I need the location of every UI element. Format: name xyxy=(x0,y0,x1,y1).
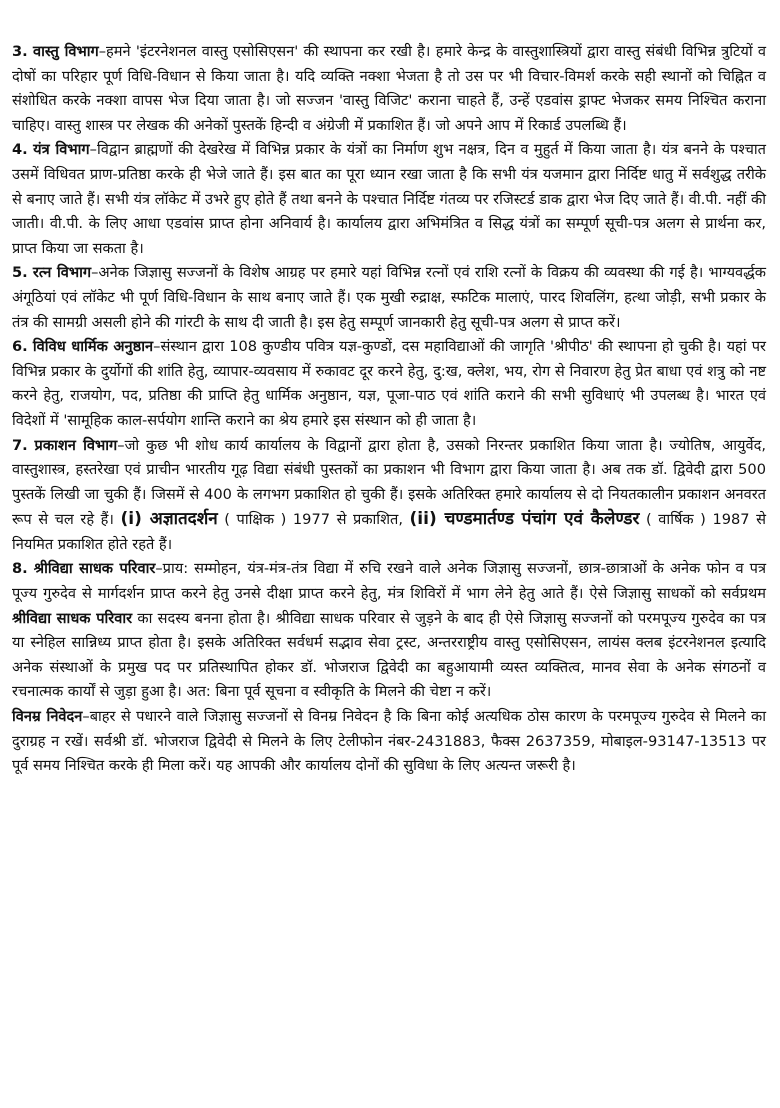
publication-2-text: ( वार्षिक ) 1987 से नियमित प्रकाशित होते रहते हैं। xyxy=(12,511,767,553)
section-heading: श्रीविद्या साधक परिवार xyxy=(33,560,156,578)
section-heading: रत्न विभाग xyxy=(32,264,92,282)
section-text: –जो कुछ भी शोध कार्य कार्यालय के विद्वानों द्वारा होता है, उसको निरन्तर प्रकाशित किया जाता है। ज्योतिष, आयुर्वेद, वास्तुशास्त्र, हस्तरेखा एवं प्राचीन भारतीय गूढ़ विद्या संबंधी पुस्तकों का प्रकाशन भी विभाग द्वारा किया जाता है। अब तक डॉ. द्विवेदी द्वारा 500 पुस्तकें लिखी जा चुकी हैं। जिसमें से 400 के लगभग प्रकाशित हो चुकी हैं। इसके अतिरिक्त हमारे कार्यालय से दो नियतकालीन प्रकाशन अनवरत रूप से चल रहे हैं। xyxy=(12,436,766,529)
section-number: 5. xyxy=(12,264,28,282)
section-number: 4. xyxy=(12,141,28,159)
section-vastu xyxy=(12,40,766,138)
section-text: –हमने 'इंटरनेशनल वास्तु एसोसिएसन' की स्थापना कर रखी है। हमारे केन्द्र के वास्तुशास्त्रियों द्वारा वास्तु संबंधी विभिन्न त्रुटियों व दोषों का परिहार पूर्ण विधि-विधान से किया जाता है। यदि व्यक्ति नक्शा भेजता है तो उस पर भी विचार-विमर्श करके सही स्थानों को चिह्नित व संशोधित करके नक्शा वापस भेज दिया जाता है। जो सज्जन 'वास्तु विजिट' कराना चाहते हैं, उन्हें एडवांस ड्राफ्ट भेजकर समय निश्चित कराना चाहिए। वास्तु शास्त्र पर लेखक की अनेकों पुस्तकें हिन्दी व अंग्रेजी में प्रकाशित हैं। जो अपने आप में रिकार्ड उपलब्धि हैं। xyxy=(12,43,767,134)
section-heading: विनम्र निवेदन xyxy=(12,708,83,726)
section-number: 3. xyxy=(12,43,28,60)
section-text: –बाहर से पधारने वाले जिज्ञासु सज्जनों से विनम्र निवेदन है कि बिना कोई अत्यधिक ठोस कारण के परमपूज्य गुरुदेव से मिलने का दुराग्रह न रखें। सर्वश्री डॉ. भोजराज द्विवेदी से मिलने के लिए टेलीफोन नंबर-2431883, फैक्स 2637359, मोबाइल-93147-13513 पर पूर्व समय निश्चित करके ही मिला करें। यह आपकी और कार्यालय दोनों की सुविधा के लिए अत्यन्त जरूरी है। xyxy=(12,708,766,775)
section-number: 8. xyxy=(12,560,28,578)
section-heading: यंत्र विभाग xyxy=(33,141,90,159)
section-text: का सदस्य बनना होता है। श्रीविद्या साधक परिवार से जुड़ने के बाद ही ऐसे जिज्ञासु सज्जनों को परमपूज्य गुरुदेव का पत्र या स्नेहिल सान्निध्य प्राप्त होता है। इसके अतिरिक्त सर्वधर्म सद्भाव सेवा ट्रस्ट, अन्तरराष्ट्रीय वास्तु एसोसिएसन, लायंस क्लब इंटरनेशनल इत्यादि अनेक संस्थाओं के प्रमुख पद पर प्रतिस्थापित होकर डॉ. भोजराज द्विवेदी का बहुआयामी व्यस्त व्यक्तित्व, मानव सेवा के अनेक संगठनों व रचनात्मक कार्यों से जुड़ा हुआ है। अत: बिना पूर्व सूचना व स्वीकृति के मिलने की चेष्टा न करें। xyxy=(12,609,766,701)
section-heading: वास्तु विभाग xyxy=(32,43,99,60)
section-number: 6. xyxy=(12,338,28,356)
publication-1-title: (i) अज्ञातदर्शन xyxy=(120,509,218,530)
section-nivedan xyxy=(12,705,766,779)
section-bold-text: श्रीविद्या साधक परिवार xyxy=(12,609,133,627)
publication-2-title: (ii) चण्डमार्तण्ड पंचांग एवं कैलेण्डर xyxy=(409,509,640,530)
section-text: –विद्वान ब्राह्मणों की देखरेख में विभिन्न प्रकार के यंत्रों का निर्माण शुभ नक्षत्र, दिन व मुहुर्त में किया जाता है। यंत्र बनने के पश्चात उसमें विधिवत प्राण-प्रतिष्ठा करके ही भेजे जाते हैं। इस बात का पूरा ध्यान रखा जाता है कि सभी यंत्र यजमान द्वारा निर्दिष्ट धातु में सर्वशुद्ध तरीके से बनाए जाते हैं। सभी यंत्र लॉकेट में उभरे हुए होते हैं तथा बनने के पश्चात निर्दिष्ट गंतव्य पर रजिस्टर्ड डाक द्वारा भेज दिए जाते हैं। वी.पी. नहीं की जाती। वी.पी. के लिए आधा एडवांस प्राप्त होना अनिवार्य है। कार्यालय द्वारा अभिमंत्रित व सिद्ध यंत्रों का सम्पूर्ण सूची-पत्र अलग से प्रार्थना कर, प्राप्त किया जा सकता है। xyxy=(12,141,766,257)
section-shrividya xyxy=(12,557,766,705)
section-number: 7. xyxy=(12,436,28,454)
section-text: –अनेक जिज्ञासु सज्जनों के विशेष आग्रह पर हमारे यहां विभिन्न रत्नों एवं राशि रत्नों के विक्रय की व्यवस्था की गई है। भाग्यवर्द्धक अंगूठियां एवं लॉकेट भी पूर्ण विधि-विधान के साथ बनाए जाते हैं। एक मुखी रुद्राक्ष, स्फटिक मालाएं, पारद शिवलिंग, हत्था जोड़ी, सभी प्रकार के तंत्र की सामग्री असली होने की गांरटी के साथ दी जाती है। इस हेतु सम्पूर्ण जानकारी हेतु सूची-पत्र अलग से प्राप्त करें। xyxy=(12,264,767,331)
section-heading: विविध धार्मिक अनुष्ठान xyxy=(32,338,154,356)
section-text: –संस्थान द्वारा 108 कुण्डीय पवित्र यज्ञ-कुण्डों, दस महाविद्याओं की जागृति 'श्रीपीठ' की स्थापना हो चुकी है। यहां पर विभिन्न प्रकार के दुर्योगों की शांति हेतु, व्यापार-व्यवसाय में रुकावट दूर करने हेतु, दु:ख, क्लेश, भय, रोग से निवारण हेतु प्रेत बाधा एवं शत्रु को नष्ट करने हेतु, राजयोग, पद, प्रतिष्ठा की प्राप्ति हेतु धार्मिक अनुष्ठान, यज्ञ, पूजा-पाठ एवं शांति कराने की सभी सुविधाएं भी उपलब्ध है। भारत एवं विदेशों में 'सामूहिक काल-सर्पयोग शान्ति कराने का श्रेय हमारे इस संस्थान को ही जाता है। xyxy=(12,338,767,429)
section-yantra xyxy=(12,138,766,261)
section-text: –प्राय: सम्मोहन, यंत्र-मंत्र-तंत्र विद्या में रुचि रखने वाले अनेक जिज्ञासु सज्जनों, छात्र-छात्राओं के अनेक फोन व पत्र पूज्य गुरुदेव से मार्गदर्शन प्राप्त करने हेतु उनसे दीक्षा प्राप्त करने हेतु, मंत्र शिविरों में भाग लेने हेतु आते हैं। ऐसे जिज्ञासु साधकों को सर्वप्रथम xyxy=(12,560,767,603)
section-heading: प्रकाशन विभाग xyxy=(34,436,118,454)
section-anushthan xyxy=(12,335,766,433)
publication-1-text: ( पाक्षिक ) 1977 से प्रकाशित, xyxy=(217,511,410,529)
section-ratna xyxy=(12,261,766,335)
section-prakashan xyxy=(12,434,766,558)
